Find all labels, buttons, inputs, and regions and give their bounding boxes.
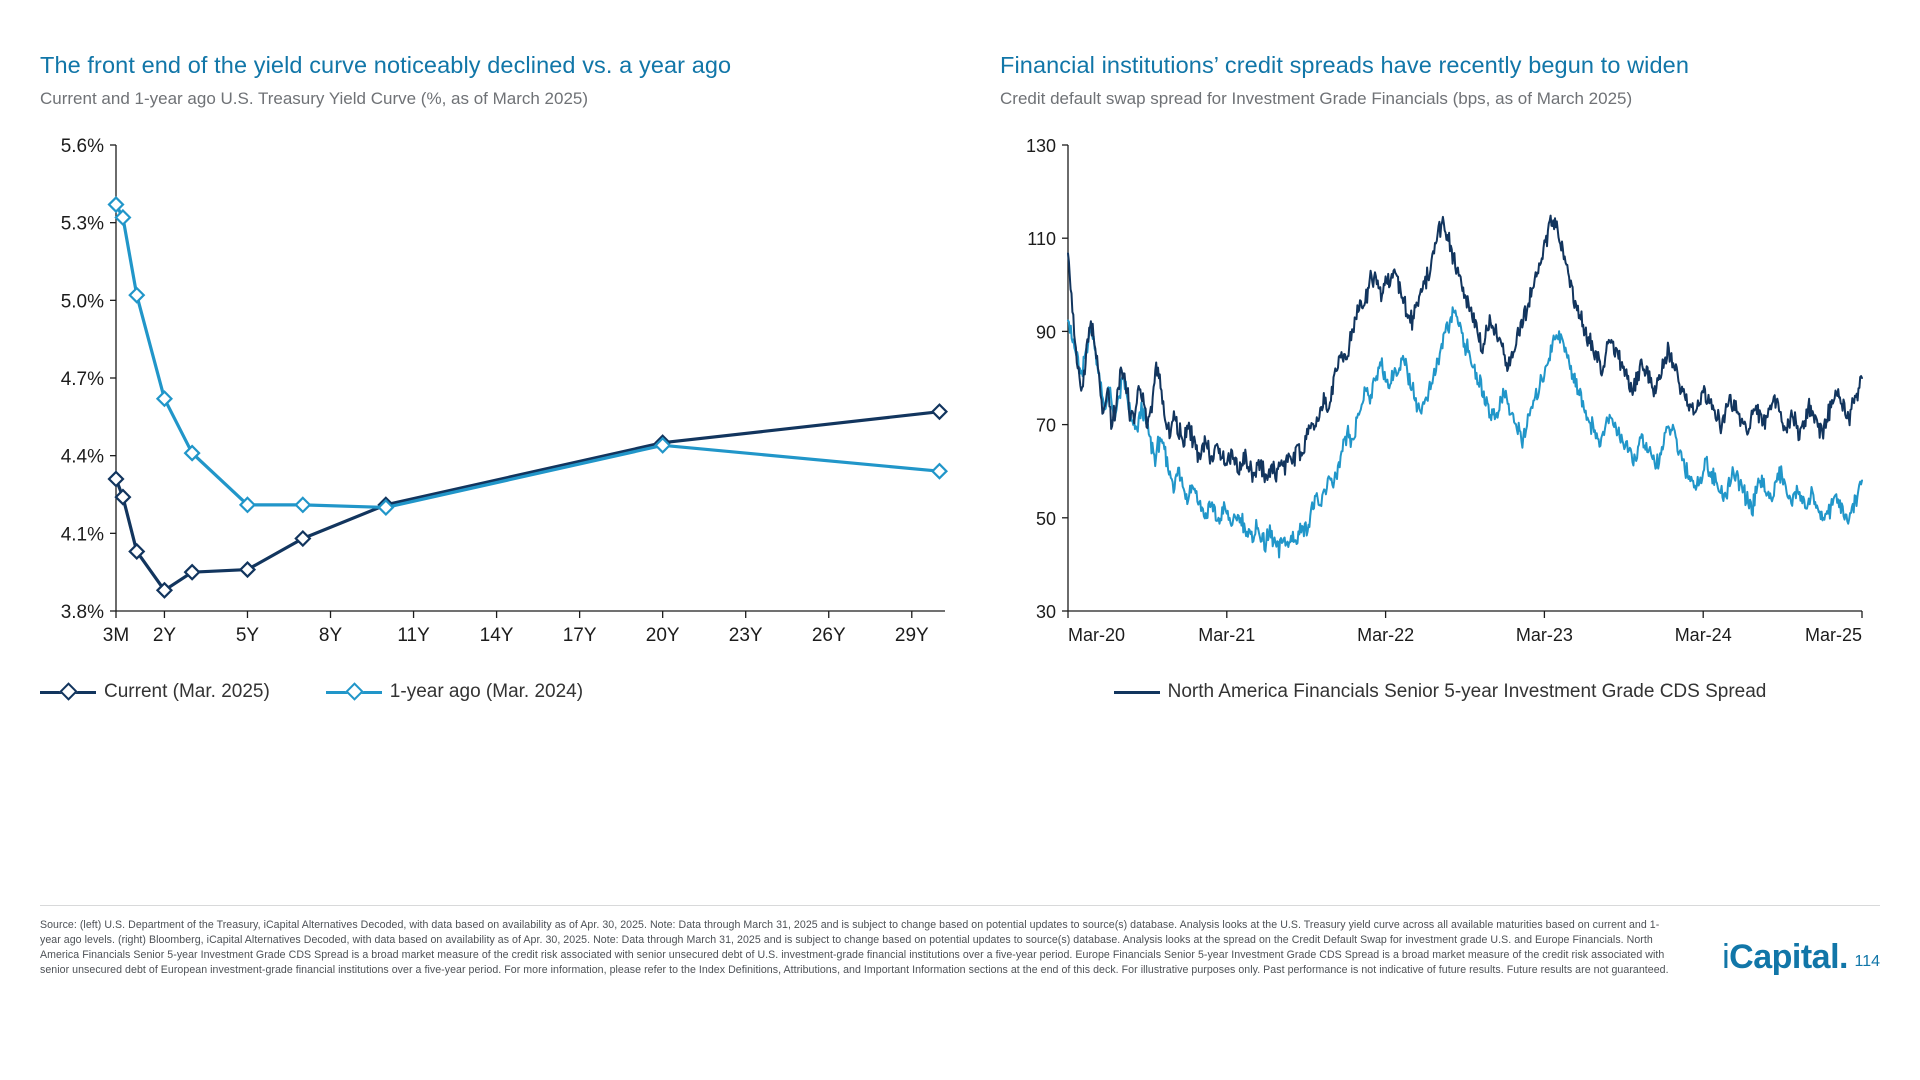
svg-text:Mar-23: Mar-23 <box>1515 625 1573 645</box>
svg-text:110: 110 <box>1027 229 1056 250</box>
logo-i: i <box>1722 938 1730 976</box>
left-chart-subtitle: Current and 1-year ago U.S. Treasury Yield Curve (%, as of March 2025) <box>40 89 589 108</box>
right-chart-panel <box>1000 52 1880 703</box>
left-chart-title: The front end of the yield curve noticeably declined vs. a year ago <box>40 52 732 78</box>
left-chart-panel <box>40 52 970 703</box>
right-chart-legend <box>1000 681 1880 703</box>
svg-text:4.7%: 4.7% <box>60 369 104 390</box>
svg-text:4.4%: 4.4% <box>60 446 104 468</box>
svg-text:3.8%: 3.8% <box>60 602 104 623</box>
svg-text:5.6%: 5.6% <box>60 136 104 157</box>
svg-text:23Y: 23Y <box>728 625 763 646</box>
svg-text:Mar-21: Mar-21 <box>1198 625 1256 645</box>
legend-item-one-year-ago <box>326 681 583 703</box>
svg-text:8Y: 8Y <box>318 625 343 646</box>
right-chart-area <box>1000 131 1880 671</box>
left-chart-legend <box>40 681 970 703</box>
svg-text:Mar-22: Mar-22 <box>1357 625 1415 645</box>
svg-text:26Y: 26Y <box>811 625 846 646</box>
svg-text:Mar-24: Mar-24 <box>1674 625 1732 645</box>
svg-text:14Y: 14Y <box>479 625 514 646</box>
svg-text:17Y: 17Y <box>562 625 597 646</box>
logo-capital: Capital <box>1729 938 1840 976</box>
svg-text:29Y: 29Y <box>894 625 929 646</box>
footer <box>40 905 1880 978</box>
legend-line-one-year-ago <box>326 691 382 694</box>
page-number: 114 <box>1854 953 1880 970</box>
svg-text:5.3%: 5.3% <box>60 213 104 235</box>
svg-text:4.1%: 4.1% <box>60 524 104 546</box>
svg-text:5.0%: 5.0% <box>60 291 104 313</box>
cds-spread-chart <box>1000 131 1880 671</box>
svg-text:70: 70 <box>1035 415 1056 436</box>
svg-text:11Y: 11Y <box>397 625 430 646</box>
svg-text:20Y: 20Y <box>645 625 680 646</box>
svg-text:90: 90 <box>1035 322 1056 343</box>
svg-text:30: 30 <box>1035 602 1056 622</box>
right-chart-subtitle: Credit default swap spread for Investment Grade Financials (bps, as of March 2025) <box>1000 89 1633 108</box>
legend-label-one-year-ago: 1-year ago (Mar. 2024) <box>389 681 584 702</box>
legend-line-na-financials <box>1114 691 1160 694</box>
left-chart-area <box>40 131 970 671</box>
legend-item-na-financials <box>1114 681 1767 703</box>
svg-text:Mar-20: Mar-20 <box>1068 625 1126 645</box>
legend-item-current <box>40 681 270 703</box>
yield-curve-chart <box>40 131 970 671</box>
footnote-text: Source: (left) U.S. Department of the Treasury, iCapital Alternatives Decoded, with data based on availability as of Apr. 30, 2025. Note: Data through March 31, 2025 and is subject to change based on potential updates to source(s) database. Analysis looks at the U.S. Treasury yield curve across all available maturities based on current and 1-year ago levels. (right) Bloomberg, iCapital Alternatives Decoded, with data based on availability as of Apr. 30, 2025. Note: Data through March 31, 2025 and is subject to change based on potential updates to source(s) database. Analysis looks at the spread on the Credit Default Swap for investment grade U.S. and Europe Financials. North America Financials Senior 5-year Investment Grade CDS Spread is a broad market measure of the credit risk associated with senior unsecured debt of U.S. investment-grade financial institutions over a five-year period. Europe Financials Senior 5-year Investment Grade CDS Spread is a broad market measure of the credit risk associated with senior unsecured debt of European investment-grade financial institutions over a five-year period. For more information, please refer to the Index Definitions, Attributions, and Important Information sections at the end of this deck. For illustrative purposes only. Past performance is not indicative of future results. Future results are not guaranteed. <box>40 919 1669 977</box>
svg-text:Mar-25: Mar-25 <box>1804 625 1862 645</box>
svg-text:130: 130 <box>1025 136 1056 156</box>
logo-dot: . <box>1839 938 1849 976</box>
legend-label-na-financials: North America Financials Senior 5-year Investment Grade CDS Spread <box>1167 681 1767 702</box>
svg-text:2Y: 2Y <box>152 625 177 646</box>
legend-line-current <box>40 691 96 694</box>
right-chart-title: Financial institutions’ credit spreads have recently begun to widen <box>1000 52 1690 78</box>
legend-label-current: Current (Mar. 2025) <box>104 681 270 702</box>
svg-text:3M: 3M <box>102 625 130 646</box>
svg-text:50: 50 <box>1035 508 1056 529</box>
icapital-logo <box>1722 938 1880 977</box>
svg-text:5Y: 5Y <box>235 625 260 646</box>
